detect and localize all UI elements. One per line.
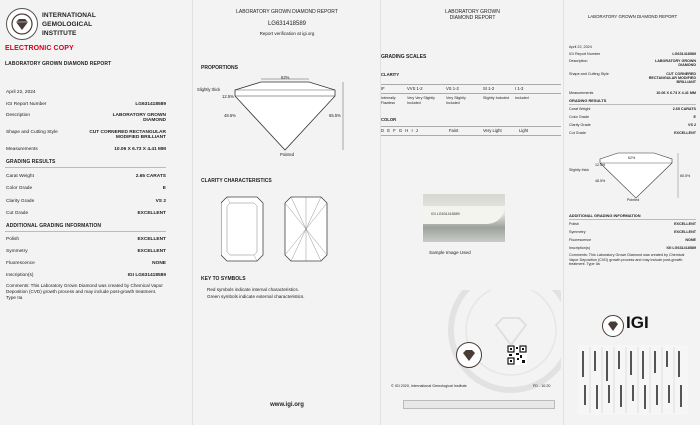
fluorescence-row: Fluorescence NONE [6,261,166,266]
stub-proportions-diagram [586,150,686,202]
stub-report-number-row: IGI Report Number LG631418589 [569,52,696,56]
polish-row: Polish EXCELLENT [6,237,166,242]
grading-scales-title: GRADING SCALES [381,54,427,60]
clarity-plot-diagram [221,195,351,263]
sample-inscription-image [423,194,505,242]
stub-carat-row: Carat Weight 2.65 CARATS [569,107,696,111]
report-number: LG631418589 [267,21,307,27]
stub-pavilion-percent: 48.5% [595,179,606,183]
diagram-column [192,0,381,425]
color-desc-very-light: Very Light [483,128,502,133]
stub-polish-row: Polish EXCELLENT [569,222,696,226]
clarity-desc-if: Internally Flawless [381,96,396,105]
stub-crown-percent: 12.5% [595,163,606,167]
symmetry-row: Symmetry EXCELLENT [6,249,166,254]
summary-column [0,0,192,425]
stub-symmetry-row: Symmetry EXCELLENT [569,230,696,234]
stub-color-row: Color Grade E [569,115,696,119]
report-title: LABORATORY GROWN DIAMOND REPORT [5,61,112,67]
stub-clarity-row: Clarity Grade VS 2 [569,123,696,127]
stub-diamond-icon [606,319,620,333]
clarity-desc-vvs: Very Very Slightly Included [407,96,435,105]
verification-note: Report verification at igi.org [259,31,315,36]
stub-measurements-row: Measurements 10.06 X 6.73 X 4.41 MM [569,91,696,95]
date-row: April 22, 2024 [6,90,36,95]
clarity-grade-vvs: VVS 1-2 [407,86,423,91]
stub-table-percent: 62% [628,156,636,160]
proportions-title: PROPORTIONS [201,65,238,71]
measurements-row: Measurements 10.06 X 6.73 X 4.41 MM [6,147,166,152]
key-title: KEY TO SYMBOLS [201,276,246,282]
additional-info-title: ADDITIONAL GRADING INFORMATION [6,223,102,229]
report-header: LABORATORY GROWN DIAMOND REPORT [236,9,338,15]
girdle-label: Slightly thick [197,87,221,92]
diamond-icon [11,13,33,35]
key-line-internal: Red symbols indicate internal characteristics. [207,287,299,292]
stub-additional-title: ADDITIONAL GRADING INFORMATION [569,213,641,218]
stub-grading-title: GRADING RESULTS [569,98,607,103]
stub-culet-label: Pointed [627,198,640,202]
comments: Comments: This Laboratory Grown Diamond was created by Chemical Vapor Deposition (CVD) growth process and may include post-growth treatment. Type IIa [6,283,163,300]
color-grades: D E F G H I J [381,128,418,133]
clarity-grade-if: IF [381,86,385,91]
org-name-3: INSTITUTE [42,30,77,37]
copyright: © IGI 2020, International Gemological Institute [391,384,467,388]
report-number-row: IGI Report Number LG631418589 [6,102,166,107]
clarity-desc-vs: Very Slightly Included [446,96,466,105]
cut-row: Cut Grade EXCELLENT [6,211,166,216]
stub-date-row: April 22, 2024 [569,45,592,49]
proportions-diagram [213,78,353,158]
clarity-row: Clarity Grade VS 2 [6,199,166,204]
carat-row: Carat Weight 2.65 CARATS [6,174,166,179]
qr-code-icon[interactable] [507,345,527,365]
electronic-copy-label: ELECTRONIC COPY [5,45,74,52]
stub-shape-row: Shape and Cutting Style CUT CORNERED RECTANGULAR MODIFIED BRILLIANT [569,72,696,84]
diamond-emblem-icon [460,346,478,364]
clarity-characteristics-title: CLARITY CHARACTERISTICS [201,178,272,184]
color-desc-faint: Faint [449,128,459,133]
scales-header-2: DIAMOND REPORT [449,15,496,21]
shape-row: Shape and Cutting Style CUT CORNERED RECTANGULAR MODIFIED BRILLIANT [6,130,166,140]
igi-logo [6,8,38,40]
form-code: FD - 10.20 [533,384,551,388]
stub-column [563,0,700,425]
clarity-desc-si: Slightly Included [483,96,510,100]
stub-fluorescence-row: Fluorescence NONE [569,238,696,242]
stub-header: LABORATORY GROWN DIAMOND REPORT [587,14,678,19]
culet-label: Pointed [280,152,295,157]
brand-wordmark: IGI [626,313,649,332]
rotated-summary-table [578,345,688,415]
org-name-1: INTERNATIONAL [42,12,96,19]
sample-inscription-text: IGI LG631418589 [431,212,460,216]
key-line-external: Green symbols indicate external characteristics. [207,294,305,299]
clarity-grade-si: SI 1-2 [483,86,495,91]
clarity-grade-i: I 1-3 [515,86,524,91]
stub-depth-percent: 65.5% [680,174,691,178]
institute-seal-watermark [421,290,561,410]
website[interactable]: www.igi.org [270,402,304,408]
security-strip [403,400,555,409]
clarity-desc-i: Included [515,96,529,100]
org-name-2: GEMOLOGICAL [42,21,93,28]
crown-percent: 12.5% [222,94,234,99]
stub-cut-row: Cut Grade EXCELLENT [569,131,696,135]
scales-column [380,0,564,425]
stub-comments: Comments: This Laboratory Grown Diamond was created by Chemical Vapor Deposition (CVD) growth process and may include post-growth treatment. Type IIa [569,253,685,267]
description-row: Description LABORATORY GROWN DIAMOND [6,113,166,123]
inscription-row: Inscription(s) IGI LG631418589 [6,273,166,278]
stub-igi-logo [602,315,624,337]
color-row: Color Grade E [6,186,166,191]
clarity-grade-vs: VS 1-2 [446,86,459,91]
grading-results-title: GRADING RESULTS [6,159,56,165]
color-desc-light: Light [519,128,529,133]
pavilion-percent: 48.5% [224,113,236,118]
scales-header-1: LABORATORY GROWN [445,9,500,15]
stub-inscription-row: Inscription(s) IGI LG631418589 [569,246,696,250]
color-scale-label: COLOR [381,117,397,122]
sample-caption: Sample Image Used [429,250,471,255]
table-percent: 62% [281,75,290,80]
depth-percent: 65.5% [329,113,341,118]
stub-description-row: Description LABORATORY GROWN DIAMOND [569,59,696,67]
clarity-scale-label: CLARITY [381,72,400,77]
stub-girdle-label: Slightly thick [569,168,589,172]
bottom-igi-emblem [456,342,482,368]
